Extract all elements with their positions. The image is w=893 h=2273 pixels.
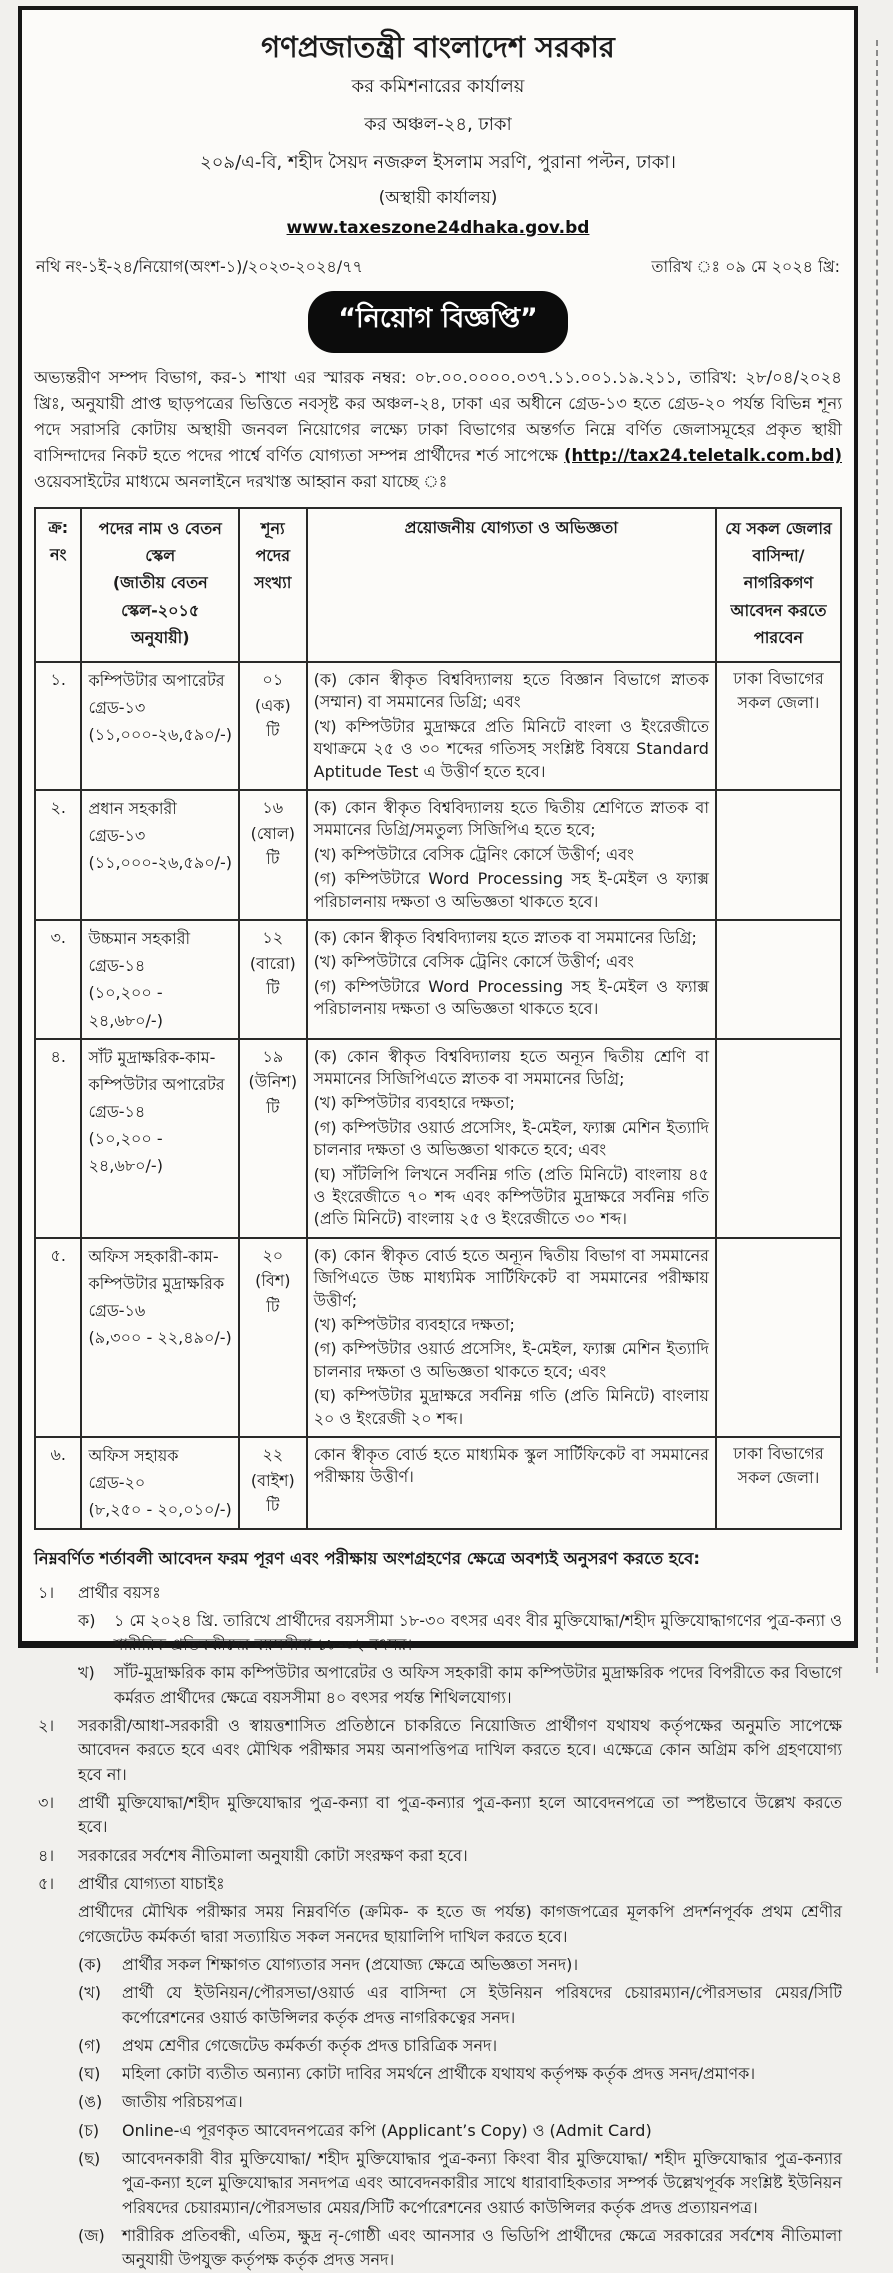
condition-text: আবেদনকারী বীর মুক্তিযোদ্ধা/ শহীদ মুক্তিযোদ্ধার পুত্র-কন্যা কিংবা বীর মুক্তিযোদ্ধা/ শহীদ মুক্তিযোদ্ধার পুত্র-কন্যার পুত্র-কন্যা হলে মুক্তিযোদ্ধার সনদপত্র এবং আবেদনকারীর সাথে ধারাবাহিকতার সম্পর্ক উল্লেখপূর্বক সংশ্লিষ্ট ইউনিয়ন পরিষদের চেয়ারম্যান/পৌরসভার মেয়র/সিটি কর্পোরেশনের ওয়ার্ড কাউন্সিলর কর্তৃক প্রদত্ত প্রত্যায়নপত্র।	[122, 2149, 842, 2217]
tax-zone: কর অঞ্চল-২৪, ঢাকা	[364, 113, 512, 135]
count-line: টি	[266, 1297, 280, 1317]
post-line: (৮,২৫০ - ২০,০১০/-)	[88, 1500, 232, 1520]
vacancy-count-cell	[239, 1039, 307, 1238]
condition-marker: (জ)	[78, 2226, 105, 2246]
qualification-cell	[307, 1437, 716, 1529]
header-line: বাসিন্দা/নাগরিকগণ	[743, 546, 814, 593]
table-row	[35, 1238, 841, 1437]
condition-marker: খ)	[78, 1663, 95, 1683]
post-name-cell	[81, 1238, 239, 1437]
qualification-line: (খ) কম্পিউটারে বেসিক ট্রেনিং কোর্সে উত্তীর্ণ; এবং	[313, 844, 634, 864]
condition-marker: ৩।	[38, 1793, 55, 1813]
header-line: যে সকল জেলার	[725, 519, 832, 539]
post-name-cell	[81, 1437, 239, 1529]
post-name-cell	[81, 1039, 239, 1238]
post-line: সাঁট মুদ্রাক্ষরিক-কাম-	[88, 1047, 216, 1067]
district-cell	[716, 1238, 841, 1437]
count-line: টি	[266, 849, 280, 869]
header-line: শূন্য পদের	[255, 519, 291, 566]
count-line: ২০ (বিশ)	[255, 1245, 291, 1291]
intro-text-pre: অভ্যন্তরীণ সম্পদ বিভাগ, কর-১ শাখা এর স্মারক নম্বর: ০৮.০০.০০০০.০৩৭.১১.০০১.১৯.২১১, তারিখ: ২৮/০৪/২০২৪ খ্রিঃ, অনুযায়ী প্রাপ্ত ছাড়পত্রের ভিত্তিতে নবসৃষ্ট কর অঞ্চল-২৪, ঢাকা এর অধীনে গ্রেড-১৩ হতে গ্রেড-২০ পর্যন্ত বিভিন্ন শূন্য পদে সরাসরি কোটায় অস্থায়ী জনবল নিয়োগের লক্ষ্যে ঢাকা বিভাগের অন্তর্গত নিম্নে বর্ণিত জেলাসমূহের প্রকৃত স্থায়ী বাসিন্দাদের নিকট হতে পদের পার্শ্বে বর্ণিত যোগ্যতা সম্পন্ন প্রার্থীদের শর্ত সাপেক্ষে	[34, 367, 842, 465]
post-line: (১০,২০০ - ২৪,৬৮০/-)	[88, 1129, 163, 1176]
condition-marker: (ক)	[78, 1954, 102, 1974]
condition-item	[34, 1791, 842, 1840]
letterhead	[34, 10, 842, 238]
condition-marker: (চ)	[78, 2120, 100, 2140]
post-line: কম্পিউটার অপারেটর	[88, 671, 225, 691]
office-name: কর কমিশনারের কার্যালয়	[351, 75, 525, 97]
table-row	[35, 1039, 841, 1238]
condition-text: প্রার্থীর বয়সঃ	[78, 1582, 161, 1602]
condition-text: প্রার্থী মুক্তিযোদ্ধা/শহীদ মুক্তিযোদ্ধার পুত্র-কন্যা বা পুত্র-কন্যার পুত্র-কন্যা হলে আবেদনপত্রে তা স্পষ্টভাবে উল্লেখ করতে হবে।	[78, 1793, 842, 1837]
post-line: প্রধান সহকারী	[88, 799, 177, 818]
condition-marker: ২।	[38, 1716, 55, 1736]
vacancy-table	[34, 507, 842, 1529]
condition-item	[78, 1981, 842, 2030]
intro-text-post: ওয়েবসাইটের মাধ্যমে অনলাইনে দরখাস্ত আহ্বান করা যাচ্ছে ঃ	[34, 472, 448, 492]
serial-cell: ৬.	[35, 1437, 81, 1529]
website-link[interactable]: www.taxeszone24dhaka.gov.bd	[286, 217, 590, 238]
scan-edge-line	[876, 40, 878, 1673]
post-line: গ্রেড-১৩	[88, 698, 146, 718]
count-line: ২২ (বাইশ)	[250, 1444, 295, 1490]
count-line: ১৬ (ষোল)	[250, 798, 295, 843]
condition-marker: ৪।	[38, 1845, 55, 1865]
condition-item	[34, 1844, 842, 1868]
qualification-line: (গ) কম্পিউটারে Word Processing সহ ই-মেইল ও ফ্যাক্স পরিচালনায় দক্ষতা ও অভিজ্ঞতা থাকতে হবে।	[313, 976, 709, 1019]
header-line: পারবেন	[753, 627, 804, 647]
conditions-list	[34, 1581, 842, 2273]
condition-text: প্রার্থী যে ইউনিয়ন/পৌরসভা/ওয়ার্ড এর বাসিন্দা সে ইউনিয়ন পরিষদের চেয়ারম্যান/পৌরসভার মেয়র/সিটি কর্পোরেশনের ওয়ার্ড কাউন্সিলর কর্তৃক প্রদত্ত নাগরিকত্বের সনদ।	[122, 1983, 842, 2027]
condition-text: প্রার্থীদের মৌখিক পরীক্ষার সময় নিম্নবর্ণিত (ক্রমিক- ক হতে জ পর্যন্ত) কাগজপত্রের মূলকপি প্রদর্শনপূর্বক প্রথম শ্রেণীর গেজেটেড কর্মকর্তা দ্বারা সত্যায়িত সকল সনদের ছায়ালিপি দাখিল করতে হবে।	[78, 1902, 842, 1946]
vacancy-count-cell	[239, 1437, 307, 1529]
condition-marker: (খ)	[78, 1983, 101, 2003]
district-cell	[716, 790, 841, 920]
qualification-line: কোন স্বীকৃত বোর্ড হতে মাধ্যমিক স্কুল সার্টিফিকেট বা সমমানের পরীক্ষায় উত্তীর্ণ।	[313, 1444, 709, 1487]
condition-item	[78, 2119, 842, 2143]
post-line: অফিস সহকারী-কাম-	[88, 1246, 219, 1266]
header-line: আবেদন করতে	[730, 600, 827, 620]
condition-marker: ৫।	[38, 1873, 55, 1893]
district-cell: ঢাকা বিভাগের সকল জেলা।	[716, 1437, 841, 1529]
district-cell	[716, 1039, 841, 1238]
condition-item	[78, 2062, 842, 2086]
qualification-line: (ক) কোন স্বীকৃত বোর্ড হতে অন্যূন দ্বিতীয় বিভাগ বা সমমানের জিপিএতে উচ্চ মাধ্যমিক সার্টিফিকেট বা সমমানের পরীক্ষায় উত্তীর্ণ;	[313, 1245, 709, 1310]
serial-cell: ১.	[35, 662, 81, 790]
condition-marker: (ছ)	[78, 2149, 101, 2169]
condition-text: প্রথম শ্রেণীর গেজেটেড কর্মকর্তা কর্তৃক প্রদত্ত চারিত্রিক সনদ।	[122, 2035, 498, 2055]
district-cell	[716, 920, 841, 1039]
condition-item	[78, 1661, 842, 1710]
circular-date: তারিখ ঃ ০৯ মে ২০২৪ খ্রি:	[651, 256, 840, 276]
post-line: কম্পিউটার মুদ্রাক্ষরিক	[88, 1274, 225, 1294]
post-line: (১১,০০০-২৬,৫৯০/-)	[88, 725, 233, 745]
condition-marker: (ঘ)	[78, 2064, 101, 2084]
post-line: অফিস সহায়ক	[88, 1445, 179, 1465]
district-cell: ঢাকা বিভাগের সকল জেলা।	[716, 662, 841, 790]
post-line: গ্রেড-১৪	[88, 956, 146, 976]
table-row	[35, 1437, 841, 1529]
condition-text: ১ মে ২০২৪ খ্রি. তারিখে প্রার্থীদের বয়সসীমা ১৮-৩০ বৎসর এবং বীর মুক্তিযোদ্ধা/শহীদ মুক্তিযোদ্ধাগণের পুত্র-কন্যা ও শারীরিক প্রতিবন্ধীদের বয়সসীমা ১৮-৩২ বৎসর।	[114, 1610, 842, 1655]
count-line: টি	[266, 721, 280, 741]
qualification-line: (খ) কম্পিউটার ব্যবহারে দক্ষতা;	[313, 1315, 515, 1334]
title-wrap	[34, 291, 842, 353]
serial-cell: ৩.	[35, 920, 81, 1039]
count-line: টি	[266, 979, 280, 999]
condition-marker: ক)	[78, 1610, 96, 1630]
post-line: গ্রেড-২০	[88, 1473, 146, 1493]
header-districts	[716, 508, 841, 662]
count-line: ১২ (বারো)	[249, 927, 296, 973]
memo-number: নথি নং-১ই-২৪/নিয়োগ(অংশ-১)/২০২৩-২০২৪/৭৭	[36, 256, 363, 276]
condition-item	[34, 1872, 842, 1896]
condition-text: জাতীয় পরিচয়পত্র।	[122, 2092, 243, 2112]
post-line: গ্রেড-১৬	[88, 1301, 146, 1321]
vacancy-count-cell	[239, 920, 307, 1039]
condition-text: সরকারী/আধা-সরকারী ও স্বায়ত্তশাসিত প্রতিষ্ঠানে চাকরিতে নিয়োজিত প্রার্থীগণ যথাযথ কর্তৃপক্ষের অনুমতি সাপেক্ষে আবেদন করতে হবে এবং মৌখিক পরীক্ষার সময় অনাপত্তিপত্র দাখিল করতে হবে। এক্ষেত্রে কোন অগ্রিম কপি গ্রহণযোগ্য হবে না।	[78, 1716, 842, 1784]
qualification-line: (ক) কোন স্বীকৃত বিশ্ববিদ্যালয় হতে দ্বিতীয় শ্রেণিতে স্নাতক বা সমমানের ডিগ্রি/সমতুল্য সিজিপিএ হতে হবে;	[313, 798, 709, 840]
qualification-line: (ক) কোন স্বীকৃত বিশ্ববিদ্যালয় হতে অন্যূন দ্বিতীয় শ্রেণি বা সমমানের সিজিপিএতে স্নাতক বা সমমানের ডিগ্রি;	[313, 1046, 709, 1089]
condition-item	[34, 1581, 842, 1605]
memo-row	[34, 254, 842, 281]
condition-text: শারীরিক প্রতিবন্ধী, এতিম, ক্ষুদ্র নৃ-গোষ্ঠী এবং আনসার ও ভিডিপি প্রার্থীদের ক্ষেত্রে সরকারের সর্বশেষ নীতিমালা অনুযায়ী উপযুক্ত কর্তৃপক্ষ কর্তৃক প্রদত্ত সনদ।	[122, 2226, 842, 2270]
condition-item	[78, 2090, 842, 2114]
header-post-name	[81, 508, 239, 662]
condition-text: সাঁট-মুদ্রাক্ষরিক কাম কম্পিউটার অপারেটর ও অফিস সহকারী কাম কম্পিউটার মুদ্রাক্ষরিক পদের বিপরীতে কর বিভাগে কর্মরত প্রার্থীদের ক্ষেত্রে বয়সসীমা ৪০ বৎসর পর্যন্ত শিথিলযোগ্য।	[114, 1663, 842, 1707]
header-qualification: প্রয়োজনীয় যোগ্যতা ও অভিজ্ঞতা	[307, 508, 716, 662]
qualification-line: (গ) কম্পিউটারে Word Processing সহ ই-মেইল ও ফ্যাক্স পরিচালনায় দক্ষতা ও অভিজ্ঞতা থাকতে হবে।	[313, 869, 709, 911]
condition-marker: (ঙ)	[78, 2092, 103, 2112]
office-address: ২০৯/এ-বি, শহীদ সৈয়দ নজরুল ইসলাম সরণি, পুরানা পল্টন, ঢাকা।	[199, 151, 676, 173]
qualification-line: (খ) কম্পিউটার ব্যবহারে দক্ষতা;	[313, 1093, 515, 1113]
vacancy-count-cell	[239, 790, 307, 920]
condition-text: প্রার্থীর সকল শিক্ষাগত যোগ্যতার সনদ (প্রযোজ্য ক্ষেত্রে অভিজ্ঞতা সনদ)।	[122, 1954, 579, 1974]
post-line: (১১,০০০-২৬,৫৯০/-)	[88, 853, 233, 873]
qualification-line: (ঘ) কম্পিউটার মুদ্রাক্ষরে সর্বনিম্ন গতি (প্রতি মিনিটে) বাংলায় ২০ ও ইংরেজী ২০ শব্দ।	[313, 1386, 709, 1428]
temporary-office-note: (অস্থায়ী কার্যালয়)	[378, 187, 498, 208]
count-line: ১৯ (উনিশ)	[248, 1046, 298, 1092]
vacancy-count-cell	[239, 1238, 307, 1437]
post-line: (৯,৩০০ - ২২,৪৯০/-)	[88, 1328, 232, 1348]
intro-paragraph	[34, 365, 842, 495]
condition-text: প্রার্থীর যোগ্যতা যাচাইঃ	[78, 1873, 225, 1893]
qualification-line: (ক) কোন স্বীকৃত বিশ্ববিদ্যালয় হতে স্নাতক বা সমমানের ডিগ্রি;	[313, 927, 697, 947]
condition-item	[78, 1953, 842, 1977]
count-line: টি	[266, 1496, 280, 1516]
condition-text: মহিলা কোটা ব্যতীত অন্যান্য কোটা দাবির সমর্থনে প্রার্থীকে যথাযথ কর্তৃপক্ষ কর্তৃক প্রদত্ত সনদ/প্রমাণক।	[122, 2064, 756, 2084]
qualification-cell	[307, 790, 716, 920]
condition-item	[78, 1609, 842, 1658]
condition-marker: ১।	[38, 1582, 55, 1602]
application-link[interactable]: (http://tax24.teletalk.com.bd)	[563, 445, 842, 465]
post-line: কম্পিউটার অপারেটর	[88, 1074, 225, 1094]
qualification-cell	[307, 1238, 716, 1437]
qualification-line: (গ) কম্পিউটার ওয়ার্ড প্রসেসিং, ই-মেইল, ফ্যাক্স মেশিন ইত্যাদি চালনার দক্ষতা ও অভিজ্ঞতা থাকতে হবে; এবং	[313, 1117, 709, 1160]
qualification-cell	[307, 1039, 716, 1238]
condition-text: Online-এ পূরণকৃত আবেদনপত্রের কপি (Applicant’s Copy) ও (Admit Card)	[122, 2120, 652, 2140]
conditions-heading: নিম্নবর্ণিত শর্তাবলী আবেদন ফরম পূরণ এবং পরীক্ষায় অংশগ্রহণের ক্ষেত্রে অবশ্যই অনুসরণ করতে হবে:	[34, 1548, 700, 1568]
table-row	[35, 790, 841, 920]
header-line: সংখ্যা	[254, 573, 292, 593]
condition-item	[78, 2224, 842, 2273]
vacancy-count-cell	[239, 662, 307, 790]
condition-item	[78, 2034, 842, 2058]
document-frame	[18, 6, 858, 2270]
post-name-cell	[81, 790, 239, 920]
serial-cell: ৫.	[35, 1238, 81, 1437]
header-line: পদের নাম ও বেতন স্কেল	[98, 519, 222, 566]
condition-item	[78, 2147, 842, 2220]
header-vacancy-count	[239, 508, 307, 662]
qualification-cell	[307, 662, 716, 790]
post-line: (১০,২০০ - ২৪,৬৮০/-)	[88, 983, 163, 1030]
count-line: টি	[266, 1097, 280, 1117]
table-header-row	[35, 508, 841, 662]
header-line: (জাতীয় বেতন স্কেল-২০১৫	[112, 573, 208, 620]
serial-cell: ২.	[35, 790, 81, 920]
government-name: গণপ্রজাতন্ত্রী বাংলাদেশ সরকার	[261, 30, 615, 64]
header-serial: ক্র: নং	[35, 508, 81, 662]
qualification-line: (খ) কম্পিউটারে বেসিক ট্রেনিং কোর্সে উত্তীর্ণ; এবং	[313, 952, 634, 972]
post-line: গ্রেড-১৩	[88, 826, 146, 846]
qualification-line: (খ) কম্পিউটার মুদ্রাক্ষরে প্রতি মিনিটে বাংলা ও ইংরেজীতে যথাক্রমে ২৫ ও ৩০ শব্দের গতিসহ সংশ্লিষ্ট বিষয়ে Standard Aptitude Test এ উত্তীর্ণ হতে হবে।	[313, 716, 709, 781]
condition-item	[34, 1714, 842, 1787]
post-name-cell	[81, 662, 239, 790]
qualification-line: (ক) কোন স্বীকৃত বিশ্ববিদ্যালয় হতে বিজ্ঞান বিভাগে স্নাতক (সম্মান) বা সমমানের ডিগ্রি; এবং	[313, 670, 709, 712]
serial-cell: ৪.	[35, 1039, 81, 1238]
table-row	[35, 662, 841, 790]
count-line: ০১ (এক)	[254, 670, 291, 715]
qualification-line: (ঘ) সাঁটলিপি লিখনে সর্বনিম্ন গতি (প্রতি মিনিটে) বাংলায় ৪৫ ও ইংরেজীতে ৭০ শব্দ এবং কম্পিউটার মুদ্রাক্ষরে সর্বনিম্ন গতি (প্রতি মিনিটে) বাংলায় ২৫ ও ইংরেজীতে ৩০ শব্দ।	[313, 1164, 709, 1229]
header-line: অনুযায়ী)	[130, 627, 190, 647]
qualification-cell	[307, 920, 716, 1039]
condition-item	[78, 1900, 842, 1949]
table-body	[35, 662, 841, 1528]
qualification-line: (গ) কম্পিউটার ওয়ার্ড প্রসেসিং, ই-মেইল, ফ্যাক্স মেশিন ইত্যাদি চালনার দক্ষতা ও অভিজ্ঞতা থাকতে হবে; এবং	[313, 1339, 709, 1381]
condition-text: সরকারের সর্বশেষ নীতিমালা অনুযায়ী কোটা সংরক্ষণ করা হবে।	[78, 1845, 468, 1865]
post-name-cell	[81, 920, 239, 1039]
page-title: “নিয়োগ বিজ্ঞপ্তি”	[308, 291, 568, 353]
post-line: গ্রেড-১৪	[88, 1102, 146, 1122]
condition-marker: (গ)	[78, 2035, 101, 2055]
post-line: উচ্চমান সহকারী	[88, 928, 191, 948]
table-row	[35, 920, 841, 1039]
